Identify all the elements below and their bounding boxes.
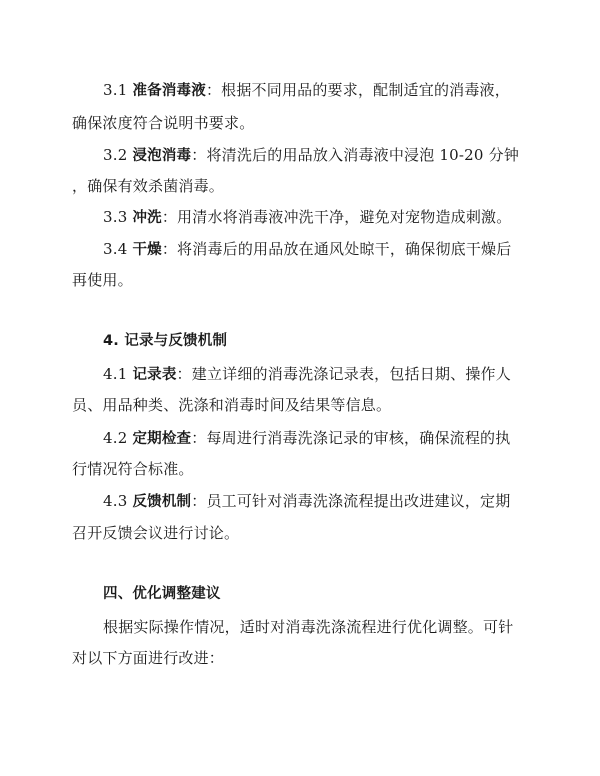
item-term: 记录表 bbox=[132, 367, 177, 383]
item-term: 定期检查 bbox=[132, 431, 192, 447]
item-4-3-line-1 bbox=[103, 491, 563, 512]
item-number: 3.3 bbox=[103, 208, 133, 226]
item-4-3-line-2: 召开反馈会议进行讨论。 bbox=[72, 524, 240, 542]
item-text: 用清水将消毒液冲洗干净，避免对宠物造成刺激。 bbox=[177, 208, 512, 226]
item-number: 3.4 bbox=[103, 240, 133, 258]
item-separator: ： bbox=[205, 81, 222, 99]
item-text: 将清洗后的用品放入消毒液中浸泡 10-20 分钟 bbox=[206, 146, 520, 164]
item-term: 浸泡消毒 bbox=[132, 148, 192, 164]
section-4-heading: 4. 记录与反馈机制 bbox=[103, 333, 228, 349]
item-number: 3.1 bbox=[103, 81, 133, 99]
item-3-3-line-1 bbox=[103, 207, 563, 228]
item-separator: ： bbox=[191, 429, 207, 447]
item-text: 将消毒后的用品放在通风处晾干，确保彻底干燥后 bbox=[177, 240, 512, 258]
item-4-1-line-1 bbox=[103, 364, 563, 385]
item-separator: ： bbox=[161, 208, 178, 226]
item-term: 反馈机制 bbox=[132, 494, 192, 510]
item-text: 每周进行消毒洗涤记录的审核，确保流程的执 bbox=[206, 429, 511, 447]
item-term: 干燥 bbox=[132, 242, 162, 258]
item-number: 4.1 bbox=[103, 365, 133, 383]
section-iv-heading: 四、优化调整建议 bbox=[103, 586, 221, 602]
item-separator: ： bbox=[191, 146, 207, 164]
item-3-4-line-1 bbox=[103, 239, 563, 260]
item-4-1-line-2: 员、用品种类、洗涤和消毒时间及结果等信息。 bbox=[72, 396, 392, 414]
item-3-2-line-2: ，确保有效杀菌消毒。 bbox=[72, 177, 225, 195]
item-number: 3.2 bbox=[103, 146, 133, 164]
item-text: 根据不同用品的要求，配制适宜的消毒液， bbox=[221, 81, 510, 99]
item-separator: ： bbox=[191, 492, 207, 510]
item-3-1-line-1 bbox=[103, 80, 563, 101]
item-number: 4.3 bbox=[103, 492, 133, 510]
paragraph-line-1: 根据实际操作情况，适时对消毒洗涤流程进行优化调整。可针 bbox=[103, 618, 514, 636]
item-separator: ： bbox=[161, 240, 178, 258]
item-4-2-line-2: 行情况符合标准。 bbox=[72, 460, 194, 478]
paragraph-line-2: 对以下方面进行改进： bbox=[72, 649, 225, 667]
item-3-2-line-1 bbox=[103, 145, 563, 166]
item-term: 冲洗 bbox=[132, 210, 162, 226]
item-3-4-line-2: 再使用。 bbox=[72, 271, 133, 289]
item-3-1-line-2: 确保浓度符合说明书要求。 bbox=[72, 114, 255, 132]
item-text: 员工可针对消毒洗涤流程提出改进建议，定期 bbox=[206, 492, 511, 510]
item-4-2-line-1 bbox=[103, 428, 563, 449]
item-term: 准备消毒液 bbox=[132, 83, 206, 99]
item-text: 建立详细的消毒洗涤记录表，包括日期、操作人 bbox=[191, 365, 511, 383]
item-number: 4.2 bbox=[103, 429, 133, 447]
item-separator: ： bbox=[176, 365, 192, 383]
